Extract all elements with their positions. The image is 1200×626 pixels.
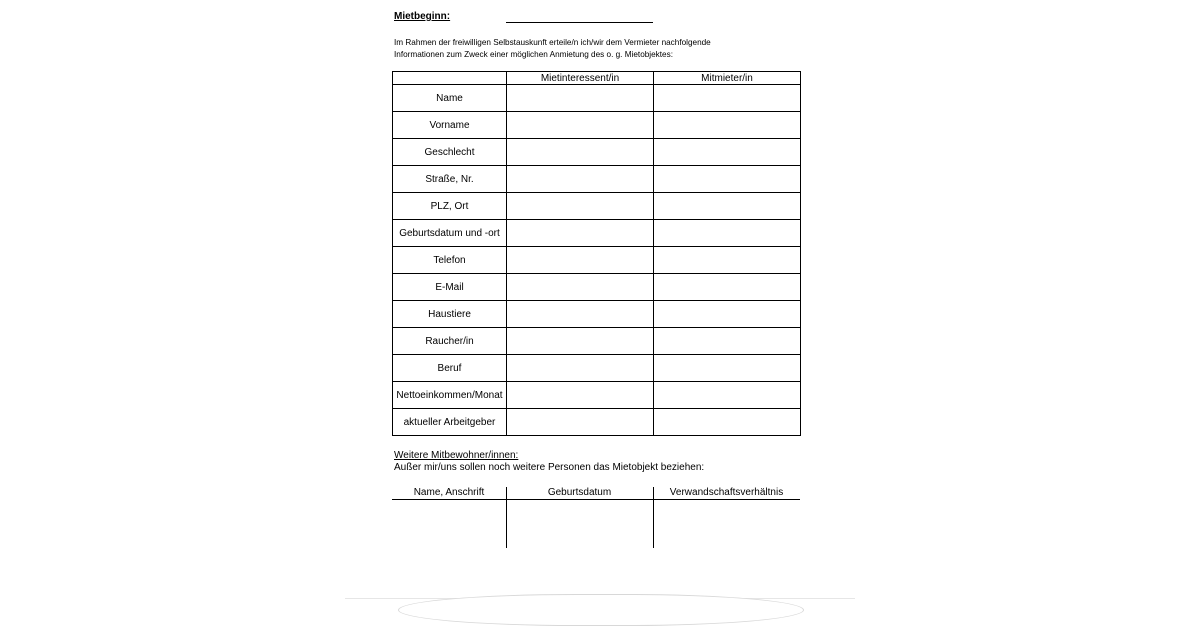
table-row [393, 409, 801, 436]
row-label: Haustiere [393, 301, 507, 328]
mietbeginn-input-line[interactable] [506, 22, 653, 23]
row-label: aktueller Arbeitgeber [393, 409, 507, 436]
header-name-anschrift: Name, Anschrift [413, 487, 485, 498]
mietinteressent-cell[interactable] [507, 409, 654, 436]
mitmieter-cell[interactable] [654, 409, 801, 436]
tenant-info-table [392, 71, 801, 436]
mietinteressent-cell[interactable] [507, 301, 654, 328]
table-row [393, 328, 801, 355]
column-divider [653, 487, 654, 548]
table-row [393, 85, 801, 112]
header-empty [393, 72, 507, 85]
table-row [393, 112, 801, 139]
header-mitmieter: Mitmieter/in [654, 72, 801, 85]
mietinteressent-cell[interactable] [507, 139, 654, 166]
mitmieter-cell[interactable] [654, 247, 801, 274]
row-label: Telefon [393, 247, 507, 274]
row-label: Geschlecht [393, 139, 507, 166]
row-label: Geburtsdatum und -ort [393, 220, 507, 247]
table-row [393, 382, 801, 409]
row-label: Raucher/in [393, 328, 507, 355]
row-label: E-Mail [393, 274, 507, 301]
mietinteressent-cell[interactable] [507, 355, 654, 382]
mietinteressent-cell[interactable] [507, 220, 654, 247]
mietinteressent-cell[interactable] [507, 193, 654, 220]
footer-shape [398, 594, 804, 626]
mitmieter-cell[interactable] [654, 301, 801, 328]
mietinteressent-cell[interactable] [507, 274, 654, 301]
mitmieter-cell[interactable] [654, 193, 801, 220]
header-geburtsdatum: Geburtsdatum [547, 487, 612, 498]
mietinteressent-cell[interactable] [507, 382, 654, 409]
mitmieter-cell[interactable] [654, 139, 801, 166]
column-divider [506, 487, 507, 548]
header-mietinteressent: Mietinteressent/in [507, 72, 654, 85]
intro-text [394, 37, 754, 60]
mitmieter-cell[interactable] [654, 382, 801, 409]
mitmieter-cell[interactable] [654, 355, 801, 382]
co-residents-table [392, 487, 800, 549]
row-label: PLZ, Ort [393, 193, 507, 220]
row-label: Vorname [393, 112, 507, 139]
table-row [393, 166, 801, 193]
table-row [393, 193, 801, 220]
table-row [393, 301, 801, 328]
table-row [393, 247, 801, 274]
intro-line-1: Im Rahmen der freiwilligen Selbstauskunft erteile/n ich/wir dem Vermieter nachfolgende [394, 38, 711, 47]
mitmieter-cell[interactable] [654, 166, 801, 193]
table-row [393, 220, 801, 247]
table-row [393, 139, 801, 166]
mietinteressent-cell[interactable] [507, 112, 654, 139]
mietinteressent-cell[interactable] [507, 328, 654, 355]
header-divider [392, 499, 800, 500]
row-label: Nettoeinkommen/Monat [393, 382, 507, 409]
header-verwandschaftsverhaeltnis: Verwandschaftsverhältnis [669, 487, 784, 498]
table-row [393, 274, 801, 301]
weitere-mitbewohner-description: Außer mir/uns sollen noch weitere Personen das Mietobjekt beziehen: [394, 462, 705, 473]
row-label: Straße, Nr. [393, 166, 507, 193]
mietinteressent-cell[interactable] [507, 166, 654, 193]
mietinteressent-cell[interactable] [507, 85, 654, 112]
mitmieter-cell[interactable] [654, 220, 801, 247]
table-row [393, 355, 801, 382]
mitmieter-cell[interactable] [654, 85, 801, 112]
table-header-row [393, 72, 801, 85]
mitmieter-cell[interactable] [654, 274, 801, 301]
intro-line-2: Informationen zum Zweck einer möglichen Anmietung des o. g. Mietobjektes: [394, 49, 673, 59]
row-label: Name [393, 85, 507, 112]
row-label: Beruf [393, 355, 507, 382]
mitmieter-cell[interactable] [654, 328, 801, 355]
mietinteressent-cell[interactable] [507, 247, 654, 274]
weitere-mitbewohner-title: Weitere Mitbewohner/innen: [394, 450, 519, 461]
mietbeginn-label: Mietbeginn: [394, 11, 451, 22]
mitmieter-cell[interactable] [654, 112, 801, 139]
